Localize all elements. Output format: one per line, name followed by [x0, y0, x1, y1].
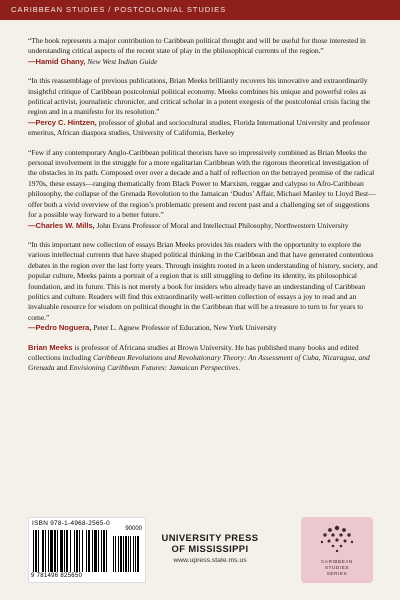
blurb-quote: “In this important new collection of essays Brian Meeks provides his readers with the opportunity to explore the various intellectual currents that have shaped political thinking in the Caribbean and that have generated contentious debates in the region over the last forty years. Through insights rooted in a keen understanding of history, society, and popular culture, Meeks paints a portrait of a region that is still struggling to define its identity, its philosophical foundation, and its future. This is not merely a book for insiders who already have an understanding of Caribbean politics and culture. Readers will find this extraordinarily well-written collection of essays a joy to read and an invaluable resource for wisdom on political thought in the Caribbean that will be a treasure to turn to for years to come.” — [28, 239, 378, 322]
barcode-stripe — [120, 536, 122, 572]
barcode-stripe — [88, 530, 90, 572]
palm-icon — [318, 522, 356, 558]
barcode-stripe — [128, 536, 129, 572]
author-name: Brian Meeks — [28, 342, 73, 352]
barcode-stripe — [48, 530, 49, 572]
barcode-stripe — [130, 536, 131, 572]
blurb-quote: “The book represents a major contribution to Caribbean political thought and will be useful for those interested in understanding critical aspects of the recent state of play in the philosophical currents of the region.” — [28, 36, 366, 56]
barcode-stripe — [135, 536, 136, 572]
barcode-stripe — [98, 530, 99, 572]
reviewer-name: —Pedro Noguera, — [28, 323, 92, 333]
blurb-quote: “Few if any contemporary Anglo-Caribbean political theorists have so impressively combined as Brian Meeks the personal involvement in the struggle for a more egalitarian Caribbean with the rigorous theoretical investigation of the obstacles in its path. Composed over over a decade and a half of reflection on the betrayed promise of the radical 1970s, these essays—ranging thematically from Black Power to Marxism, reggae and calypso to Afro-Caribbean philosophy, the collapse of the Grenada Revolution to the Jamaican ‘Dudus’ Affair, Michael Manley to Lloyd Best—offer both a vivid overview of the region’s problematic present and recent past and a challenging set of suggestions for a possible way forward to a better future.” — [28, 147, 376, 220]
blurb-noguera — [28, 240, 378, 334]
barcode-stripe — [76, 530, 78, 572]
blurb-quote: “In this reassemblage of previous publications, Brian Meeks brilliantly recovers his innovative and extraordinarily insightful critique of Caribbean postcolonial political economy. Meeks combines his unique and powerful roles as political activist, journalistic chronicler, and critical scholar in a potent exegesis of the postcolonial crisis facing the region and in a manifesto for its resolution.” — [28, 76, 371, 117]
barcode-stripe — [45, 530, 46, 572]
barcode-stripe — [42, 530, 44, 572]
series-logo — [301, 517, 373, 583]
barcode-stripe — [33, 530, 34, 572]
reviewer-affiliation: Peter L. Agnew Professor of Education, New York University — [93, 323, 277, 333]
barcode-stripe — [54, 530, 56, 572]
ean-number: 9 781496 825650 — [31, 573, 83, 579]
series-line: CARIBBEAN — [321, 559, 353, 564]
blurb-attribution — [28, 221, 378, 231]
author-bio — [28, 343, 378, 374]
barcode-stripe — [118, 536, 119, 572]
barcode-stripe — [57, 530, 58, 572]
barcode-stripe — [82, 530, 83, 572]
barcode-stripe — [74, 530, 75, 572]
barcode-stripe — [64, 530, 65, 572]
barcode-stripe — [66, 530, 68, 572]
isbn-barcode — [28, 517, 146, 583]
category-label: CARIBBEAN STUDIES / POSTCOLONIAL STUDIES — [11, 5, 227, 14]
barcode-stripe — [38, 530, 39, 572]
barcode-stripe — [101, 530, 102, 572]
review-blurbs — [28, 36, 378, 374]
book-title: Envisioning Caribbean Futures: Jamaican Perspectives — [69, 363, 239, 373]
barcode-stripe — [79, 530, 80, 572]
series-line: SERIES — [326, 571, 348, 576]
blurb-attribution — [28, 57, 378, 67]
reviewer-affiliation: professor of global and sociocultural studies, Florida International University and professor emeritus, African diaspora studies, University of California, Berkeley — [28, 117, 370, 138]
barcode-stripe — [60, 530, 63, 572]
publisher-url: www.upress.state.ms.us — [173, 557, 247, 564]
series-name — [301, 559, 373, 577]
publisher-name-line2: OF MISSISSIPPI — [171, 543, 249, 554]
barcode-stripe — [133, 536, 134, 572]
bio-text: and — [54, 363, 70, 373]
barcode-stripe — [70, 530, 71, 572]
blurb-ghany — [28, 36, 378, 67]
reviewer-affiliation: John Evans Professor of Moral and Intellectual Philosophy, Northwestern University — [96, 220, 349, 230]
price-code: 90000 — [125, 526, 142, 532]
barcode-stripe — [94, 530, 97, 572]
barcode-stripe — [125, 536, 127, 572]
reviewer-name: —Charles W. Mills, — [28, 220, 95, 230]
bio-text: is professor of Africana studies at Brown University. He has published many books and edited collections including — [28, 342, 359, 362]
reviewer-name: —Percy C. Hintzen, — [28, 117, 97, 127]
barcode-stripe — [103, 530, 105, 572]
publisher-name-line1: UNIVERSITY PRESS — [161, 532, 259, 543]
blurb-mills — [28, 148, 378, 231]
blurb-attribution — [28, 118, 378, 139]
series-line: STUDIES — [324, 565, 350, 570]
barcode-stripe — [113, 536, 114, 572]
bio-text: . — [238, 363, 241, 373]
barcode-stripe — [137, 536, 139, 572]
book-title: Caribbean Revolutions and Revolutionary Theory: An Assessment of Cuba, Nicaragua, and Grenada — [28, 352, 370, 373]
barcode-stripe — [115, 536, 116, 572]
blurb-attribution — [28, 323, 378, 333]
barcode-stripe — [35, 530, 37, 572]
publisher-block — [150, 532, 270, 564]
reviewer-name: —Hamid Ghany, — [28, 56, 86, 66]
barcode-stripe — [86, 530, 87, 572]
reviewer-affiliation: New West Indian Guide — [87, 56, 158, 66]
barcode-stripe — [50, 530, 53, 572]
barcode-stripe — [106, 530, 107, 572]
barcode-stripe — [92, 530, 93, 572]
blurb-hintzen — [28, 76, 378, 138]
barcode-bars — [33, 530, 141, 574]
top-banner — [0, 0, 400, 20]
barcode-stripe — [123, 536, 124, 572]
isbn-number: ISBN 978-1-4968-2565-0 — [32, 520, 111, 527]
